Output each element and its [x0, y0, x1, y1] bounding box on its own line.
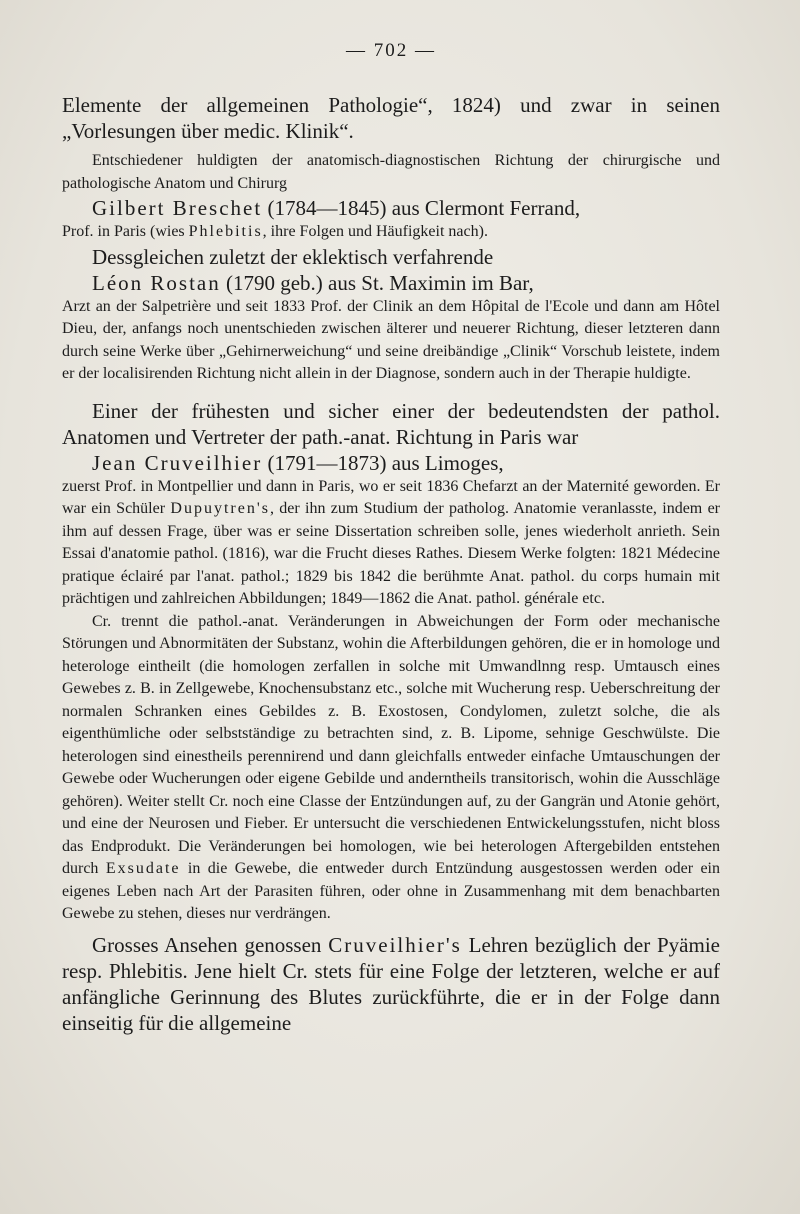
person-name-breschet: Gilbert Breschet: [92, 196, 263, 220]
paragraph-cruveilhier-intro: Einer der frühesten und sicher einer der bedeutendsten der pathol. Anatomen und Vertreter der path.-anat. Richtung in Paris war: [62, 398, 720, 449]
page-number: — 702 —: [346, 40, 436, 61]
breschet-dates: (1784—1845) aus Clermont Ferrand,: [267, 196, 581, 220]
heading-cruveilhier: [62, 450, 720, 476]
cruveilhier-description: zuerst Prof. in Montpellier und dann in Paris, wo er seit 1836 Chefarzt an der Maternité geworden. Er war ein Schüler Dupuytren's, der ihn zum Studium der patholog. Anatomie veranlasste, indem er ihm auf dessen Frage, über was er seine Dissertation schreiben solle, jenes wiederholt anrieth. Sein Essai d'anatomie pathol. (1816), war die Frucht dieses Rathes. Diesem Werke folgten: 1821 Médecine pratique éclairé par l'anat. pathol.; 1829 bis 1842 die berühmte Anat. pathol. du corps humain mit prächtigen und zahlreichen Abbildungen; 1849—1862 die Anat. pathol. générale etc.: [62, 477, 720, 607]
person-name-cruveilhier: Jean Cruveilhier: [92, 450, 263, 475]
breschet-description: Prof. in Paris (wies Phlebitis, ihre Folgen und Häufigkeit nach).: [62, 223, 488, 240]
heading-rostan: [62, 270, 720, 296]
paragraph-pyaemie: Grosses Ansehen genossen Cruveilhier's Lehren bezüglich der Pyämie resp. Phlebitis. Jene hielt Cr. stets für eine Folge der letzteren, welche er auf anfängliche Gerinnung des Blutes zurückführte, die er in der Folge dann einseitig für die allgemeine: [62, 932, 720, 1035]
rostan-dates: (1790 geb.) aus St. Maximin im Bar,: [225, 270, 534, 295]
person-name-rostan: Léon Rostan: [92, 270, 221, 295]
heading-breschet: [62, 195, 720, 221]
cruveilhier-dates: (1791—1873) aus Limoges,: [267, 450, 504, 475]
paragraph-elemente: Elemente der allgemeinen Pathologie“, 1824) und zwar in seinen „Vorlesungen über medic. Klinik“.: [62, 93, 720, 143]
rostan-description: Arzt an der Salpetrière und seit 1833 Prof. der Clinik an dem Hôpital de l'Ecole und dann am Hôtel Dieu, der, anfangs noch unentschieden zwischen älterer und neuerer Richtung, dieser letzteren dann durch seine Werke über „Gehirnerweichung“ und seine dreibändige „Clinik“ Vorschub leistete, indem er der localisirenden Richtung nicht allein in der Diagnose, sondern auch in der Therapie huldigte.: [62, 297, 720, 382]
paragraph-chirurg: Entschiedener huldigten der anatomisch-diagnostischen Richtung der chirurgische und pathologische Anatom und Chirurg: [62, 152, 720, 192]
paragraph-cr-classification: Cr. trennt die pathol.-anat. Veränderungen in Abweichungen der Form oder mechanische Störungen und Abnormitäten der Substanz, wohin die Afterbildungen gehören, die er in homologe und heterologe eintheilt (die homologen zerfallen in solche mit Umwandlnng resp. Umtausch eines Gewebes z. B. in Zellgewebe, Knochensubstanz etc., solche mit Wucherung resp. Ueberschreitung der normalen Schranken eines Gebildes z. B. Exostosen, Condylomen, zuletzt solche, die als eigenthümliche oder selbstständige zu betrachten sind, z. B. Lipome, sehnige Geschwülste. Die heterologen sind einestheils perennirend und dann gleichfalls entweder einfache Umtauschungen der Gewebe oder Wucherungen oder eigene Gebilde und anderntheils transitorisch, wohin die Ausschläge gehören). Weiter stellt Cr. noch eine Classe der Entzündungen auf, zu der Gangrän und Atonie gehört, und eine der Neurosen und Fieber. Er untersucht die verschiedenen Entwickelungsstufen, nicht bloss das Endprodukt. Die Veränderungen bei homologen, wie bei heterologen Aftergebilden entstehen durch Exsudate in die Gewebe, die entweder durch Entzündung ausgestossen werden oder ein eigenes Leben nach Art der Parasiten führen, oder ohne in Zusammenhang mit dem benachbarten Gewebe zu stehen, dieses nur verdrängen.: [62, 612, 720, 922]
paragraph-rostan-intro: Dessgleichen zuletzt der eklektisch verfahrende: [92, 244, 494, 269]
